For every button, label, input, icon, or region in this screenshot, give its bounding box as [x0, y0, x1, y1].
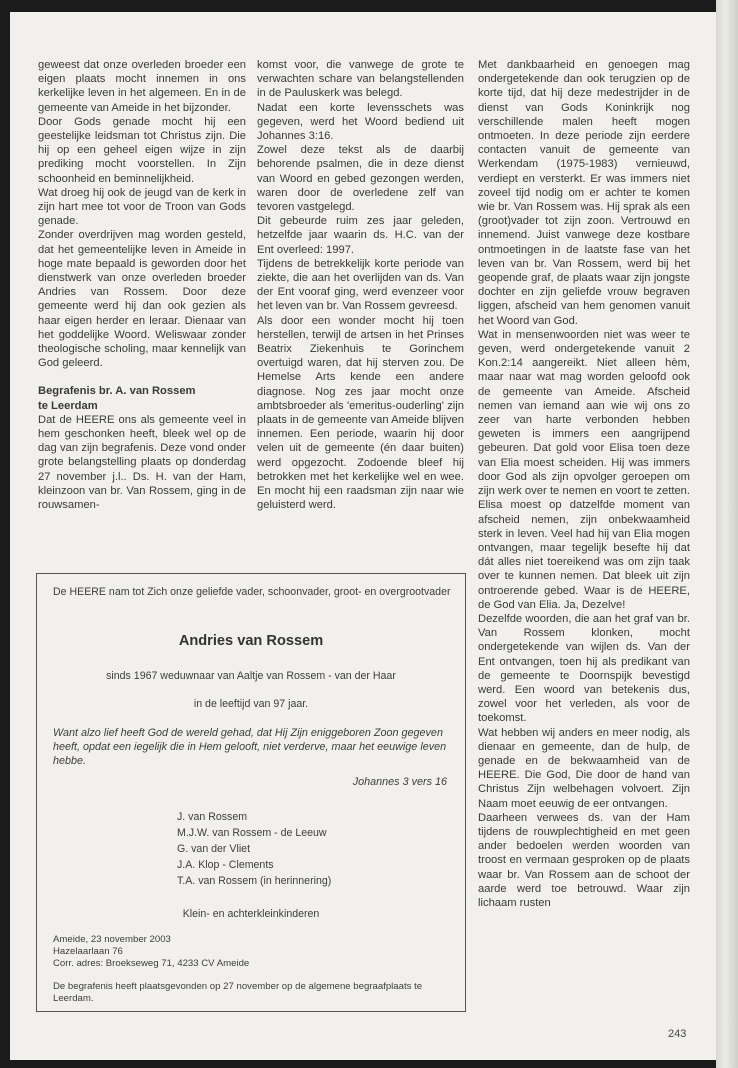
paragraph: komst voor, die vanwege de grote te verwachten schare van belangstellenden in de Pauluskerk was belegd. [257, 59, 464, 100]
magazine-page [10, 12, 718, 1060]
deceased-name: Andries van Rossem [178, 633, 324, 649]
family-member: J. van Rossem [177, 811, 248, 823]
paragraph: Nadat een korte levensschets was gegeven, werd het Woord bediend uit Johannes 3:16. [257, 101, 464, 143]
burial-note: De begrafenis heeft plaatsgevonden op 27 november op de algemene begraafplaats te Leerdam. [53, 981, 423, 1005]
section-heading-line: Begrafenis br. A. van Rossem [38, 385, 196, 398]
page-edge [716, 0, 738, 1068]
family-list [177, 809, 331, 889]
paragraph: Daarheen verwees ds. van der Ham tijdens de rouwplechtigheid en met geen ander bedoelen werden woorden van troost en vermaan gesproken op de plaats waar br. Van Rossem aan de schoot der aarde werd toe betrouwd. Waar zijn lichaam rusten [478, 811, 690, 909]
notice-intro: De HEERE nam tot Zich onze geliefde vader, schoonvader, groot- en overgrootvader [53, 586, 451, 598]
family-member: J.A. Klop - Clements [177, 859, 274, 871]
paragraph: Door Gods genade mocht hij een geestelijke leidsman tot Christus zijn. Die hij op een geheel eigen wijze in zijn prediking mocht voorstellen. In Zijn schoonheid en beminnelijkheid. [38, 115, 246, 185]
paragraph: Dezelfde woorden, die aan het graf van br. Van Rossem klonken, mocht ondergetekende van wijlen ds. Van der Ent ontvangen, toen hij als predikant van de gemeente te Doornspijk bevestigd werd. Een woord van betekenis dus, zowel voor het verleden, als voor de toekomst. [478, 612, 690, 725]
verse-reference: Johannes 3 vers 16 [352, 776, 447, 788]
paragraph: Zowel deze tekst als de daarbij behorende psalmen, die in deze dienst van Woord en gebed gezongen werden, waren door de overledene zelf van tevoren vastgelegd. [257, 144, 464, 214]
death-notice [36, 573, 466, 1012]
correspondence-address: Corr. adres: Broekseweg 71, 4233 CV Ameide [53, 958, 250, 969]
family-member: T.A. van Rossem (in herinnering) [177, 875, 332, 887]
article-column-3 [478, 58, 690, 910]
paragraph: Zonder overdrijven mag worden gesteld, dat het gemeentelijke leven in Ameide in hoge mate bepaald is geworden door het dienstwerk van onze overleden broeder Andries van Rossem. Door deze gemeente werd hij dan ook gezien als haar eigen herder en leraar. Dienaar van het goddelijke Woord. Weliswaar zonder theologische scholing, maar kennelijk van God geleerd. [38, 229, 246, 370]
widower-line: sinds 1967 weduwnaar van Aaltje van Rossem - van der Haar [106, 670, 396, 682]
article-column-1 [38, 58, 246, 512]
paragraph: Wat in mensenwoorden niet was weer te geven, werd ondergetekende vanuit 2 Kon.2:14 aangereikt. Niet alleen hèm, maar naar wat mag worden geloofd ook de gemeente van Ameide. Afscheid nemen van iemand aan wie wij ons zo zeer van harte verbonden hebben geweten is immers een aangrijpend gebeuren. Dat gold voor Elisa toen deze van Elia moest scheiden. Hij was immers door God als zijn opvolger geroepen om zijn werk over te nemen en voort te zetten. Elisa moest op datzelfde moment van afscheid nemen, zijn onbekwaamheid sterk in leven. Veel had hij van Elia mogen ontvangen, maar tegelijk besefte hij dat dát alles niet toereikend was om zijn taak over te kunnen nemen. Dat bleek uit zijn ontroerende gebed. Waar is de HEERE, de God van Elia. Ja, Dezelve! [478, 328, 690, 611]
grandchildren-line: Klein- en achterkleinkinderen [182, 908, 320, 920]
page-number: 243 [668, 1028, 687, 1040]
age-line: in de leeftijd van 97 jaar. [193, 698, 309, 710]
paragraph: Dit gebeurde ruim zes jaar geleden, hetzelfde jaar waarin ds. H.C. van der Ent overleed: 1997. [257, 215, 464, 256]
address: Hazelaarlaan 76 [53, 946, 123, 957]
article-column-2 [257, 58, 464, 513]
section-heading [38, 384, 246, 412]
family-member: G. van der Vliet [177, 843, 251, 855]
section-heading-line: te Leerdam [38, 399, 98, 412]
family-member: M.J.W. van Rossem - de Leeuw [177, 827, 327, 839]
paragraph: Wat droeg hij ook de jeugd van de kerk in zijn hart mee tot voor de Troon van Gods genade. [38, 186, 246, 228]
paragraph: Als door een wonder mocht hij toen herstellen, terwijl de artsen in het Prinses Beatrix Ziekenhuis te Gorinchem overtuigd waren, dat hij sterven zou. De Hemelse Arts kende een andere diagnose. Nog zes jaar mocht onze ambtsbroeder als 'emeritus-ouderling' zijn plaats in de gemeente van Ameide blijven innemen. Een periode, waarin hij door velen uit de gemeente (én daar buiten) werd opgezocht. Zodoende bleef hij betrokken met het kerkelijke wel en wee. En mocht hij een raadsman zijn naar wie geluisterd werd. [257, 314, 464, 512]
paragraph: Wat hebben wij anders en meer nodig, als dienaar en gemeente, dan de hulp, de genade en de bekwaamheid van de HEERE. Die God, Die door de hand van Christus Zijn welbehagen volvoert. Zijn Naam moet eeuwig de eer ontvangen. [478, 726, 690, 810]
place-date: Ameide, 23 november 2003 [53, 934, 171, 945]
paragraph: Met dankbaarheid en genoegen mag ondergetekende dan ook terugzien op de korte tijd, dat hij deze medestrijder in de dienst van Gods Koninkrijk nog verschillende malen heeft mogen ontmoeten. In deze periode zijn eerdere contacten vanuit de gemeente van Werkendam (1975-1983) vernieuwd, verdiept en versterkt. Er was immers niet zoveel tijd nodig om er achter te komen wie br. Van Rossem was. Hij sprak als een (groot)vader tot zijn zoon. Vertrouwd en innemend. Juist vanwege deze kostbare ontmoetingen in de laatste fase van het leven van br. Van Rossem, werd bij het geopende graf, de plaats waar zijn jongste dochter en zijn geliefde vrouw begraven liggen, afscheid van hem genomen vanuit het Woord van God. [478, 59, 690, 327]
bible-verse: Want alzo lief heeft God de wereld gehad, dat Hij Zijn eniggeboren Zoon gegeven heeft, opdat een iegelijk die in Hem gelooft, niet verderve, maar het eeuwige leven hebbe. [53, 727, 447, 768]
paragraph: Tijdens de betrekkelijk korte periode van ziekte, die aan het overlijden van ds. Van der Ent vooraf ging, werd evenzeer voor het leven van br. Van Rossem gevreesd. [257, 257, 464, 313]
paragraph: Dat de HEERE ons als gemeente veel in hem geschonken heeft, bleek wel op de dag van zijn begrafenis. Deze vond onder grote belangstelling plaats op donderdag 27 november j.l.. Ds. H. van der Ham, kleinzoon van br. Van Rossem, ging in de rouwsamen- [38, 413, 246, 512]
paragraph: geweest dat onze overleden broeder een eigen plaats mocht innemen in ons kerkelijke leven in het algemeen. En in de gemeente van Ameide in het bijzonder. [38, 59, 246, 114]
